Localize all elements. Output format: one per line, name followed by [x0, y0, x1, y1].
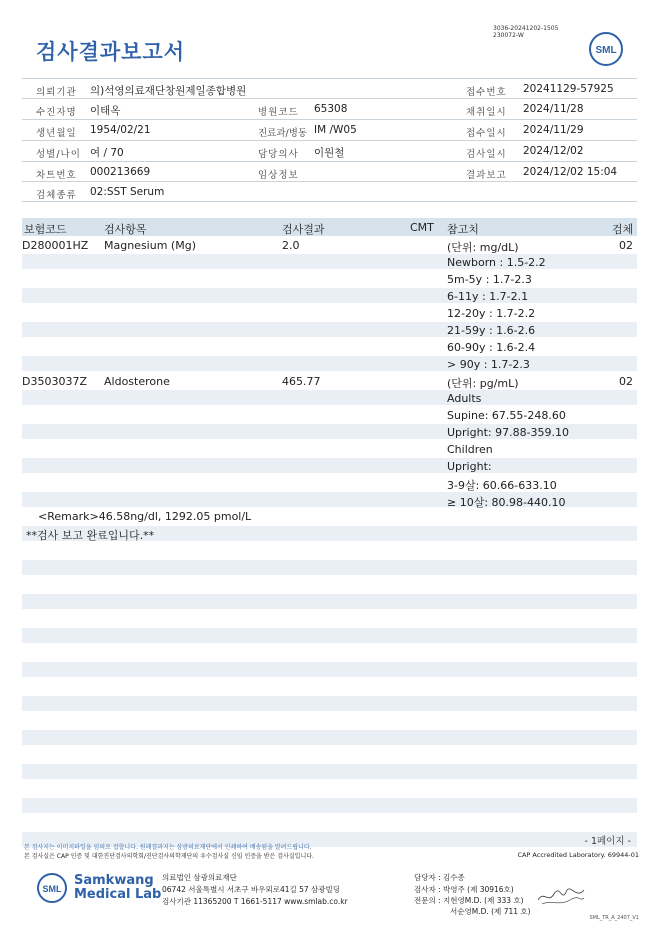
- dept-value: IM /W05: [314, 124, 357, 136]
- hosp-code-label: 병원코드: [258, 107, 299, 118]
- table-stripe: [22, 390, 637, 405]
- test-date-label: 검사일시: [466, 149, 507, 160]
- row-code: D3503037Z: [22, 375, 87, 388]
- table-stripe: [22, 356, 637, 371]
- receipt-no-value: 20241129-57925: [523, 83, 614, 95]
- row-ref: ≥ 10살: 80.98-440.10: [447, 496, 566, 509]
- receipt-no-label: 접수번호: [466, 87, 507, 98]
- hospital-value: 의)석영의료재단창원제일종합병원: [90, 85, 247, 97]
- staff-specialist-1: 전문의 : 지현영M.D. (제 333 호): [414, 896, 524, 905]
- doctor-signature: [536, 882, 586, 910]
- patient-label: 수진자명: [36, 107, 77, 118]
- svg-text:SML: SML: [595, 45, 617, 56]
- row-result: 2.0: [282, 239, 300, 252]
- hospital-label: 의뢰기관: [36, 87, 77, 98]
- row-ref: Upright: 97.88-359.10: [447, 426, 570, 439]
- row-ref: 21-59y : 1.6-2.6: [447, 324, 536, 337]
- test-date-value: 2024/12/02: [523, 145, 584, 157]
- receive-date-label: 접수일시: [466, 128, 507, 139]
- sml-logo-icon: [588, 31, 624, 67]
- table-stripe: [22, 628, 637, 643]
- row-specimen: 02: [619, 375, 633, 388]
- address-line2: 06742 서울특별시 서초구 바우뫼로41길 57 삼광빌딩: [162, 885, 341, 894]
- brand-line1: Samkwang: [74, 873, 154, 888]
- staff-manager: 담당자 : 김수종: [414, 873, 465, 882]
- sex-age-label: 성별/나이: [36, 149, 81, 160]
- table-stripe: [22, 662, 637, 677]
- col-header-code: 보험코드: [24, 223, 67, 236]
- col-header-item: 검사항목: [104, 223, 147, 236]
- hosp-code-value: 65308: [314, 103, 348, 115]
- clinical-info-label: 임상정보: [258, 170, 299, 181]
- form-code: SML_TR_A_2407_V1: [589, 915, 639, 921]
- col-header-cmt: CMT: [410, 221, 434, 234]
- row-code: D280001HZ: [22, 239, 89, 252]
- doctor-value: 이원철: [314, 147, 345, 159]
- row-ref: 3-9살: 60.66-633.10: [447, 479, 557, 492]
- doctor-label: 담당의사: [258, 149, 299, 160]
- table-stripe: [22, 322, 637, 337]
- row-ref: 6-11y : 1.7-2.1: [447, 290, 529, 303]
- row-specimen: 02: [619, 239, 633, 252]
- row-ref: Children: [447, 443, 493, 456]
- footer-notice-certification: 본 검사실은 CAP 인증 및 대한진단검사의학회/진단검사의학재단의 우수검사실 신임 인증을 받은 검사실입니다.: [24, 853, 314, 860]
- document-id: [493, 25, 558, 39]
- row-ref: Newborn : 1.5-2.2: [447, 256, 546, 269]
- col-header-ref: 참고치: [447, 223, 479, 236]
- specimen-type-value: 02:SST Serum: [90, 186, 165, 198]
- samkwang-logo-icon: [36, 872, 68, 904]
- patient-value: 이태옥: [90, 105, 121, 117]
- row-ref: (단위: mg/dL): [447, 241, 519, 254]
- collect-date-value: 2024/11/28: [523, 103, 584, 115]
- row-item: Aldosterone: [104, 375, 170, 388]
- collect-date-label: 채취일시: [466, 107, 507, 118]
- table-stripe: [22, 458, 637, 473]
- staff-tester: 검사자 : 박영주 (제 30916호): [414, 885, 514, 894]
- sex-age-value: 여 / 70: [90, 147, 124, 159]
- row-ref: Upright:: [447, 460, 492, 473]
- document-id-line2: 230072-W: [493, 32, 524, 39]
- brand-line2: Medical Lab: [74, 887, 162, 902]
- remark-text: <Remark>46.58ng/dl, 1292.05 pmol/L: [38, 510, 252, 523]
- birth-value: 1954/02/21: [90, 124, 151, 136]
- report-date-value: 2024/12/02 15:04: [523, 166, 618, 178]
- row-item: Magnesium (Mg): [104, 239, 196, 252]
- row-ref: 12-20y : 1.7-2.2: [447, 307, 536, 320]
- chart-no-label: 차트번호: [36, 170, 77, 181]
- row-ref: > 90y : 1.7-2.3: [447, 358, 530, 371]
- address-line1: 의료법인 삼광의료재단: [162, 873, 237, 882]
- page-number: - 1페이지 -: [584, 836, 631, 847]
- table-stripe: [22, 696, 637, 711]
- row-result: 465.77: [282, 375, 321, 388]
- report-date-label: 결과보고: [466, 170, 507, 181]
- document-id-line1: 3036-20241202-1505: [493, 25, 559, 32]
- row-ref: (단위: pg/mL): [447, 377, 519, 390]
- row-ref: Supine: 67.55-248.60: [447, 409, 566, 422]
- chart-no-value: 000213669: [90, 166, 151, 178]
- report-complete-note: **검사 보고 완료입니다.**: [26, 529, 155, 542]
- table-stripe: [22, 560, 637, 575]
- col-header-result: 검사결과: [282, 223, 325, 236]
- cap-accreditation: CAP Accredited Laboratory. 69944-01: [517, 851, 639, 859]
- receive-date-value: 2024/11/29: [523, 124, 584, 136]
- col-header-specimen: 검체: [612, 223, 634, 236]
- staff-specialist-2: 서순영M.D. (제 711 호): [450, 907, 531, 916]
- table-stripe: [22, 594, 637, 609]
- specimen-type-label: 검체종류: [36, 190, 77, 201]
- row-ref: 60-90y : 1.6-2.4: [447, 341, 536, 354]
- address-line3: 검사기관 11365200 T 1661-5117 www.smlab.co.kr: [162, 897, 348, 906]
- brand-name: [74, 874, 161, 902]
- row-ref: Adults: [447, 392, 482, 405]
- svg-text:SML: SML: [42, 884, 62, 894]
- footer-notice-image: 본 검사지는 이미지파일을 임의로 접합니다. 원래결과지는 삼광의료재단에서 인쇄하여 배송됨을 알려드립니다.: [24, 844, 312, 851]
- report-title: 검사결과보고서: [36, 40, 186, 64]
- birth-label: 생년월일: [36, 128, 77, 139]
- table-stripe: [22, 288, 637, 303]
- row-ref: 5m-5y : 1.7-2.3: [447, 273, 532, 286]
- table-stripe: [22, 730, 637, 745]
- dept-label: 진료과/병동: [258, 128, 308, 139]
- table-stripe: [22, 764, 637, 779]
- table-stripe: [22, 798, 637, 813]
